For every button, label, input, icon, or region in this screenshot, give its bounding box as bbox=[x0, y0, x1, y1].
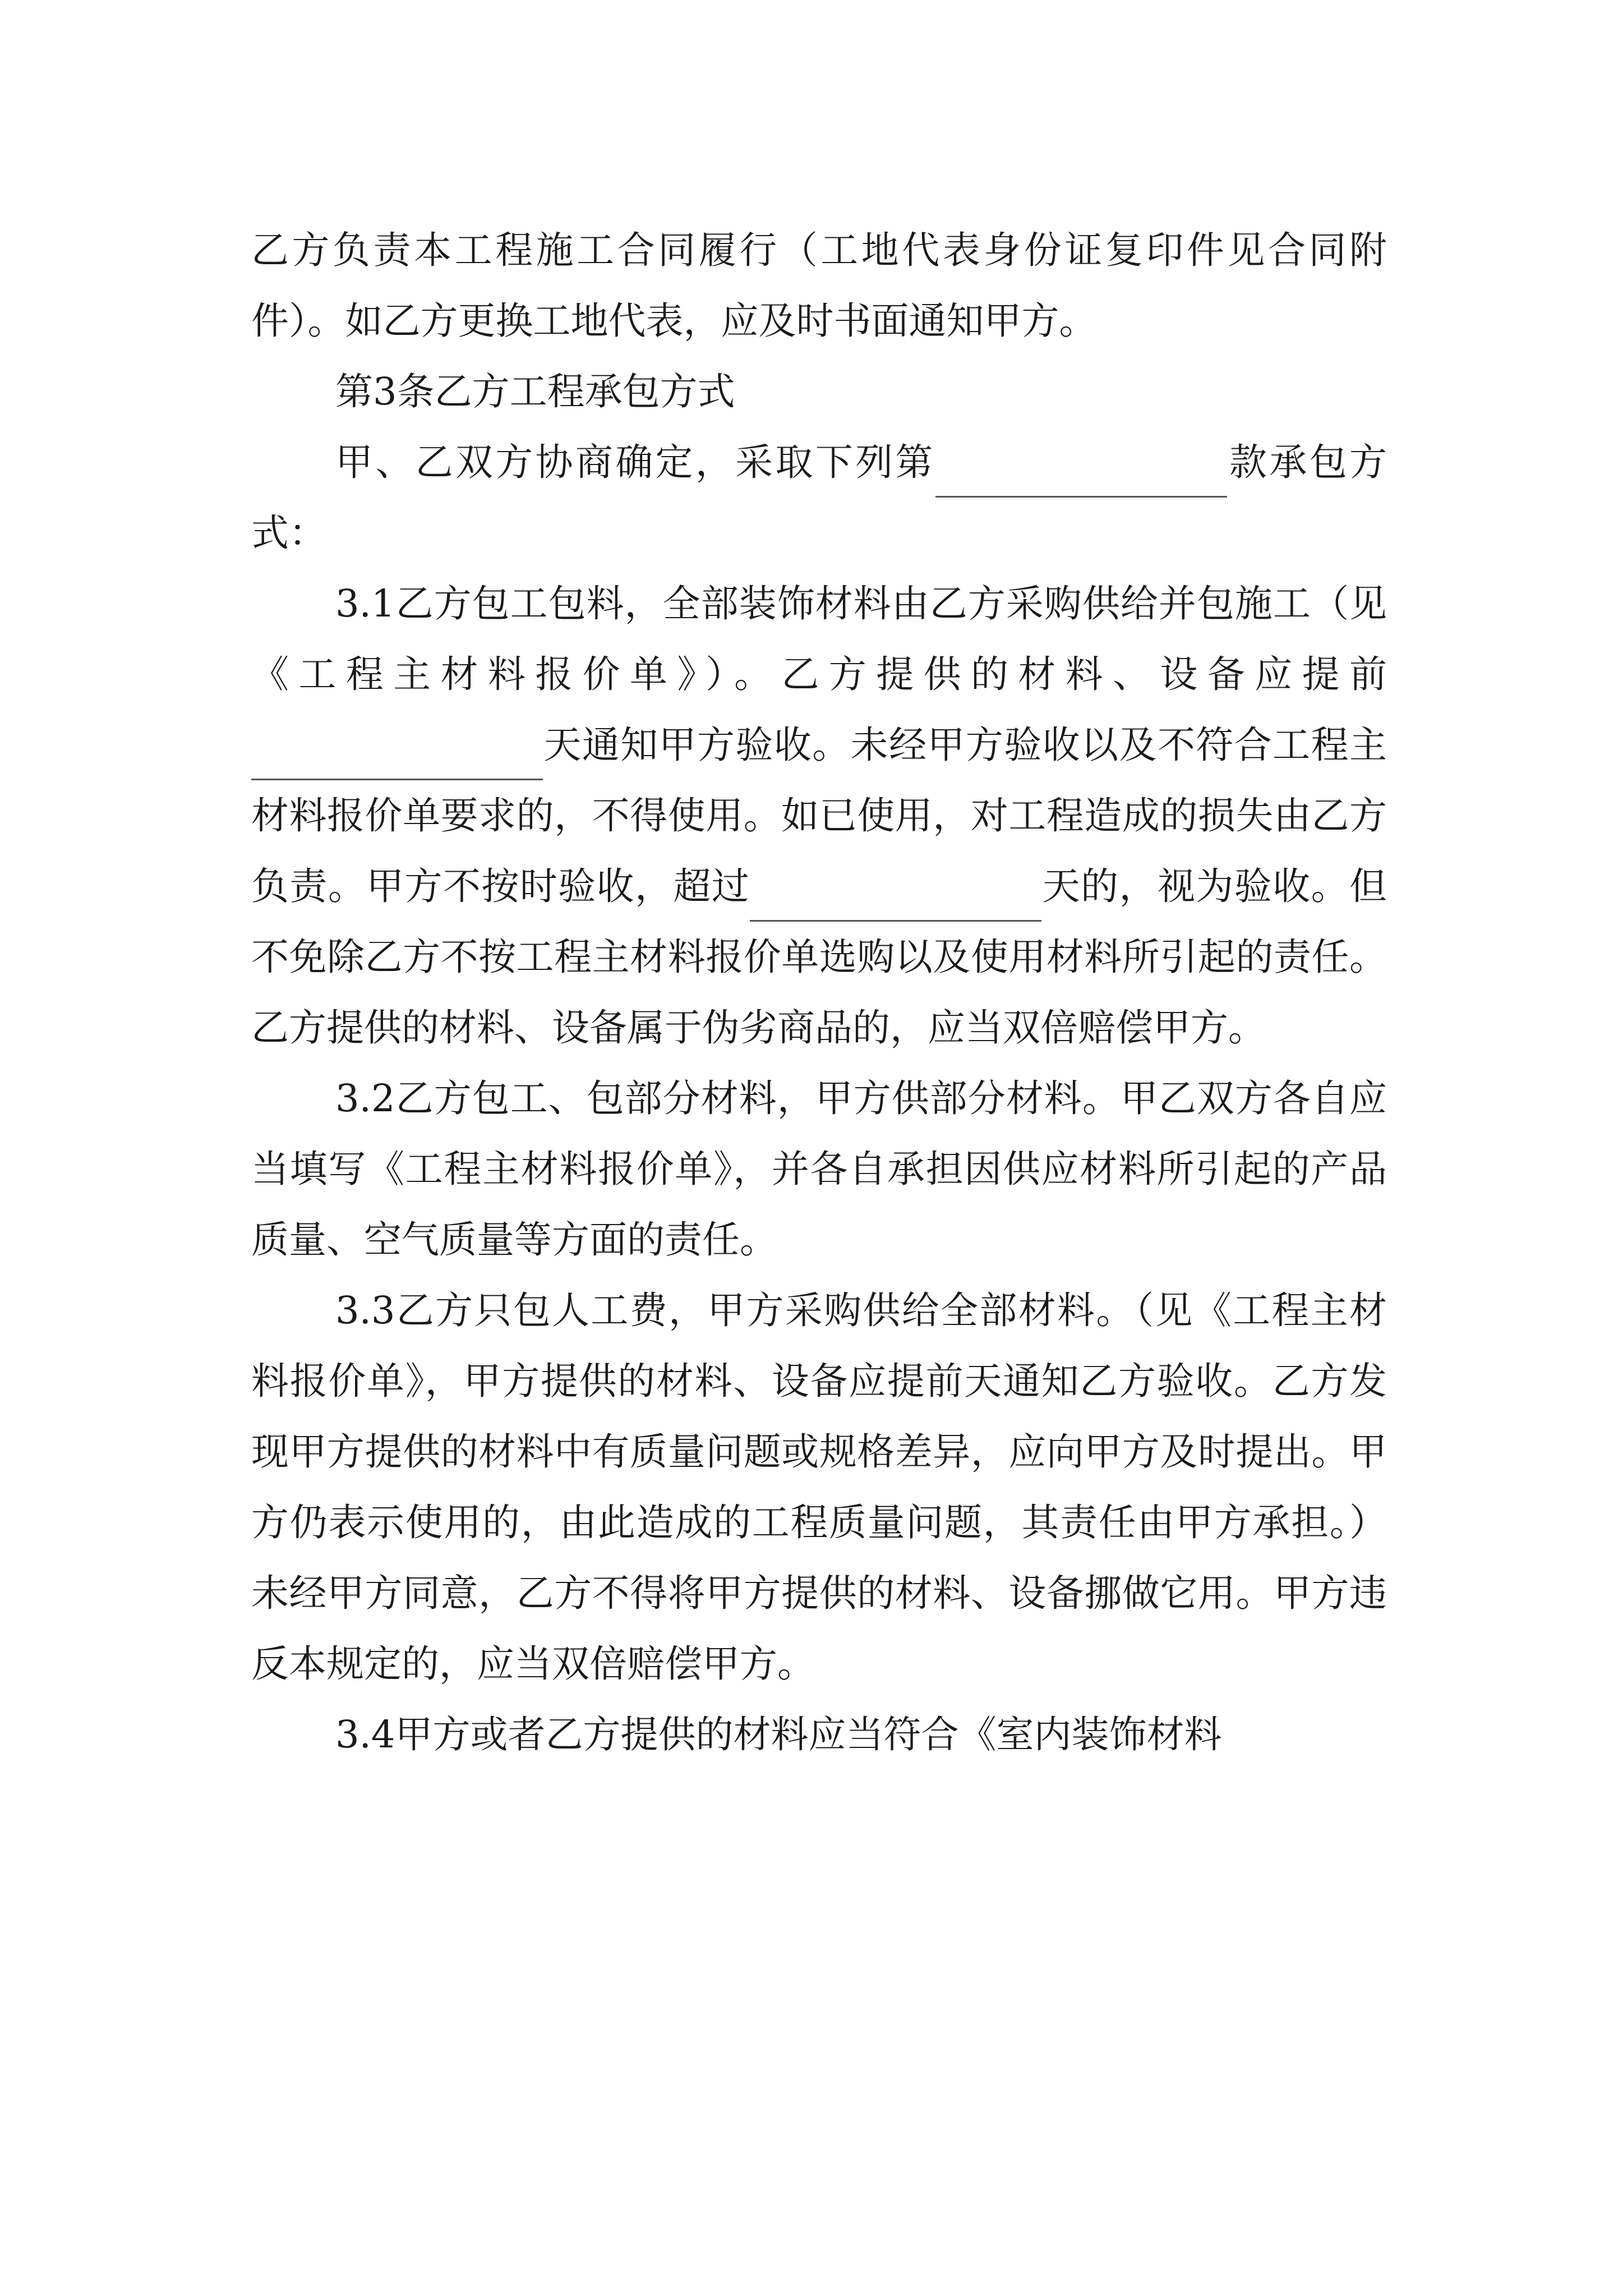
heading-text: 第3条乙方工程承包方式 bbox=[335, 370, 735, 413]
paragraph-site-representative bbox=[251, 215, 1387, 356]
paragraph-text: 乙方负责本工程施工合同履行（工地代表身份证复印件见合同附件）。如乙方更换工地代表，应及时书面通知甲方。 bbox=[251, 228, 1387, 343]
article-3-heading bbox=[251, 356, 1387, 427]
clause-text: 天的，视为验收。但不免除乙方不按工程主材料报价单选购以及使用材料所引起的责任。乙方提供的材料、设备属于伪劣商品的，应当双倍赔偿甲方。 bbox=[251, 864, 1387, 1050]
clause-text: 3.2乙方包工、包部分材料，甲方供部分材料。甲乙双方各自应当填写《工程主材料报价单》，并各自承担因供应材料所引起的产品质量、空气质量等方面的责任。 bbox=[251, 1076, 1387, 1262]
clause-3-1 bbox=[251, 568, 1387, 1063]
clause-text: 天通知甲方验收。未经甲方验收以及不符合工程主材料报价单要求的，不得使用。如已使用，对工程造成的损失由乙方负责。甲方不按时验收，超过 bbox=[251, 723, 1387, 908]
clause-3-2 bbox=[251, 1063, 1387, 1275]
clause-text: 3.1乙方包工包料，全部装饰材料由乙方采购供给并包施工（见《工程主材料报价单》）。乙方提供的材料、设备应提前 bbox=[251, 582, 1387, 696]
clause-3-4 bbox=[251, 1699, 1387, 1770]
paragraph-contract-method bbox=[251, 427, 1387, 568]
clause-text: 3.3乙方只包人工费，甲方采购供给全部材料。（见《工程主材料报价单》，甲方提供的材料、设备应提前天通知乙方验收。乙方发现甲方提供的材料中有质量问题或规格差异，应向甲方及时提出。甲方仍表示使用的，由此造成的工程质量问题，其责任由甲方承担。）未经甲方同意，乙方不得将甲方提供的材料、设备挪做它用。甲方违反本规定的，应当双倍赔偿甲方。 bbox=[251, 1289, 1387, 1686]
paragraph-text: 甲、乙双方协商确定，采取下列第 bbox=[335, 440, 935, 484]
paragraph-text: 款承包方式： bbox=[251, 440, 1387, 555]
clause-3-3 bbox=[251, 1275, 1387, 1699]
fill-blank[interactable] bbox=[251, 739, 543, 780]
fill-blank[interactable] bbox=[750, 881, 1041, 922]
fill-blank[interactable] bbox=[935, 457, 1227, 498]
clause-text: 3.4甲方或者乙方提供的材料应当符合《室内装饰材料 bbox=[335, 1713, 1222, 1756]
contract-text bbox=[251, 215, 1387, 1770]
